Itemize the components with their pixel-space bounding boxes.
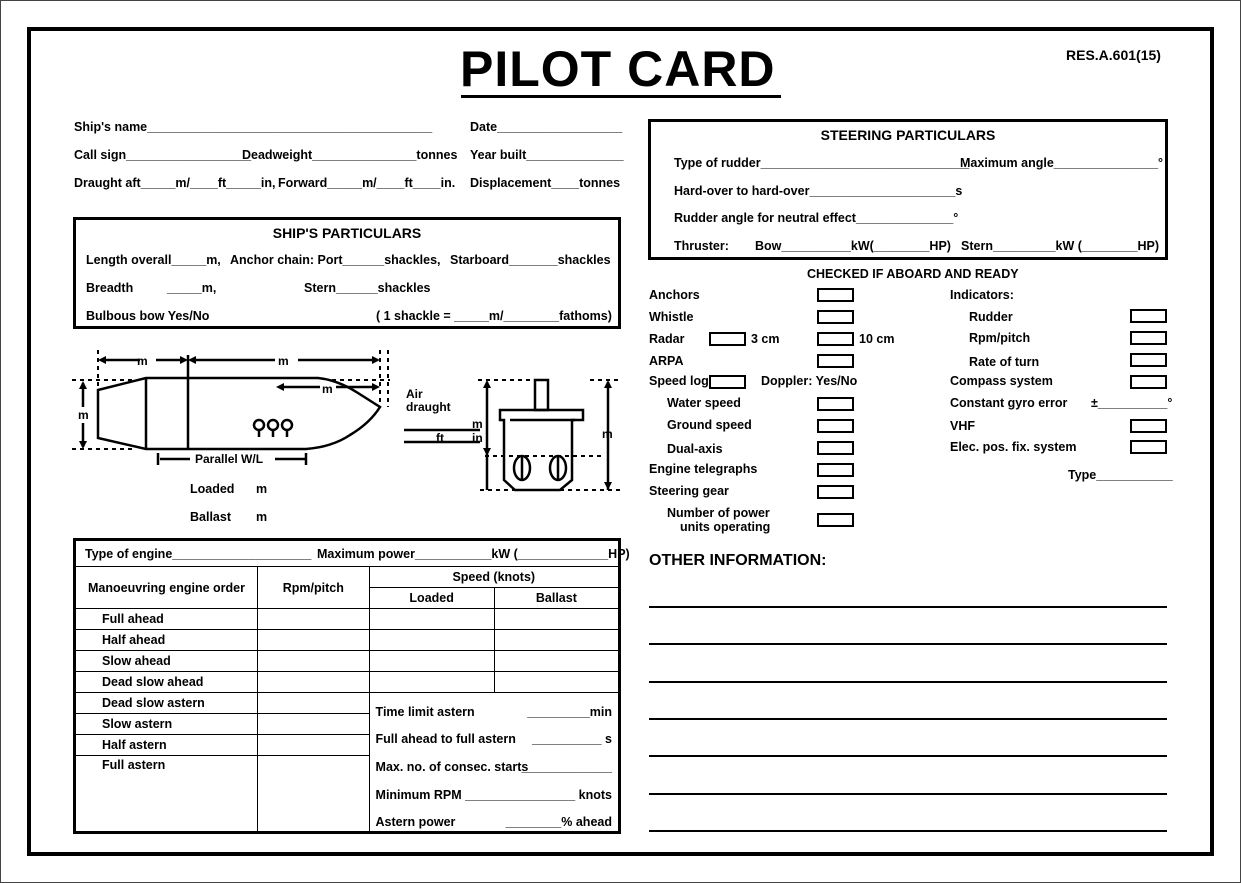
checkbox-whistle[interactable] bbox=[817, 310, 854, 324]
height-m: m bbox=[602, 427, 613, 441]
minimum-rpm-knots-field[interactable]: ________ knots bbox=[519, 788, 612, 802]
dim-m-bow: m bbox=[322, 382, 333, 396]
astern-power-field[interactable]: ________% ahead bbox=[505, 815, 612, 829]
other-info-line[interactable] bbox=[649, 606, 1167, 608]
table-row bbox=[75, 672, 620, 693]
gyro-error-label: Constant gyro error bbox=[950, 396, 1068, 410]
loaded-m-label: m bbox=[256, 482, 268, 496]
order-full-ahead: Full ahead bbox=[75, 609, 258, 630]
breadth-field[interactable]: _____m, bbox=[167, 281, 217, 295]
title-underline bbox=[461, 95, 781, 98]
col-header-loaded: Loaded bbox=[369, 588, 494, 609]
indicators-label: Indicators: bbox=[950, 288, 1014, 302]
shackle-conversion-field[interactable]: ( 1 shackle = _____m/________fathoms) bbox=[376, 309, 612, 323]
checkbox-arpa[interactable] bbox=[817, 354, 854, 368]
anchor-stern-field[interactable]: Stern______shackles bbox=[304, 281, 431, 295]
ship-stern-diagram bbox=[400, 372, 630, 497]
neutral-angle-field[interactable]: Rudder angle for neutral effect______________° bbox=[674, 211, 959, 225]
steering-heading: STEERING PARTICULARS bbox=[820, 127, 996, 143]
anchor-starboard-field[interactable]: Starboard_______shackles bbox=[450, 253, 611, 267]
stern-thruster-field[interactable]: Stern_________kW (________HP) bbox=[961, 239, 1160, 253]
bow-thruster-field[interactable]: Bow__________kW(________HP) bbox=[755, 239, 951, 253]
col-header-ballast: Ballast bbox=[494, 588, 619, 609]
elec-pos-fix-label: Elec. pos. fix. system bbox=[950, 440, 1077, 454]
checkbox-indicator-rpm[interactable] bbox=[1130, 331, 1167, 345]
max-starts-label: Max. no. of consec. starts bbox=[375, 760, 529, 774]
indicator-rate-of-turn-label: Rate of turn bbox=[969, 355, 1040, 369]
date-field[interactable]: Date__________________ bbox=[470, 120, 623, 134]
breadth-label: Breadth bbox=[86, 281, 134, 295]
call-sign-field[interactable]: Call sign__________________ bbox=[74, 148, 252, 162]
other-info-line[interactable] bbox=[649, 755, 1167, 757]
dim-m-aft: m bbox=[137, 354, 148, 368]
elec-pos-type-field[interactable]: Type___________ bbox=[1068, 468, 1173, 482]
hard-over-field[interactable]: Hard-over to hard-over_____________________s bbox=[674, 184, 963, 198]
draught-forward-field[interactable]: Forward_____m/____ft____in. bbox=[278, 176, 456, 190]
checkbox-engine-telegraphs[interactable] bbox=[817, 463, 854, 477]
engine-table bbox=[73, 538, 630, 834]
compass-system-label: Compass system bbox=[950, 374, 1053, 388]
check-ground-speed-label: Ground speed bbox=[667, 418, 752, 432]
checkbox-anchors[interactable] bbox=[817, 288, 854, 302]
time-limit-astern-field[interactable]: _________min bbox=[527, 705, 612, 719]
maximum-power-field[interactable]: Maximum power___________kW (_____________HP) bbox=[317, 547, 630, 561]
astern-info-cell bbox=[369, 693, 619, 833]
ballast-label: Ballast bbox=[190, 510, 231, 524]
check-dual-axis-label: Dual-axis bbox=[667, 442, 723, 456]
col-header-rpm: Rpm/pitch bbox=[258, 567, 370, 609]
air-draught-m: m bbox=[472, 417, 483, 431]
displacement-field[interactable]: Displacement____tonnes bbox=[470, 176, 621, 190]
order-slow-ahead: Slow ahead bbox=[75, 651, 258, 672]
checkbox-vhf[interactable] bbox=[1130, 419, 1167, 433]
table-row bbox=[75, 630, 620, 651]
full-ahead-astern-label: Full ahead to full astern bbox=[375, 732, 516, 746]
doppler-field[interactable]: Doppler: Yes/No bbox=[761, 374, 858, 388]
other-info-line[interactable] bbox=[649, 718, 1167, 720]
draught-aft-field[interactable]: Draught aft_____m/____ft_____in, bbox=[74, 176, 276, 190]
order-full-astern: Full astern bbox=[75, 756, 258, 833]
check-radar-label: Radar bbox=[649, 332, 685, 346]
page-title: PILOT CARD bbox=[460, 41, 776, 97]
anchor-chain-port-field[interactable]: Anchor chain: Port______shackles, bbox=[230, 253, 441, 267]
checkbox-indicator-rate-of-turn[interactable] bbox=[1130, 353, 1167, 367]
check-steering-gear-label: Steering gear bbox=[649, 484, 729, 498]
other-information-heading: OTHER INFORMATION: bbox=[649, 552, 827, 569]
air-draught-in: in bbox=[472, 431, 483, 445]
air-draught-ft: ft bbox=[436, 431, 444, 445]
full-ahead-astern-field[interactable]: __________ s bbox=[532, 732, 612, 746]
order-slow-astern: Slow astern bbox=[75, 714, 258, 735]
ship-plan-diagram bbox=[70, 345, 400, 485]
resolution-ref: RES.A.601(15) bbox=[1066, 47, 1161, 63]
check-speed-log-label: Speed log bbox=[649, 374, 709, 388]
ships-particulars-heading: SHIP'S PARTICULARS bbox=[272, 225, 422, 241]
checkbox-steering-gear[interactable] bbox=[817, 485, 854, 499]
table-row bbox=[75, 651, 620, 672]
ballast-m-label: m bbox=[256, 510, 268, 524]
checkbox-elec-pos-fix[interactable] bbox=[1130, 440, 1167, 454]
draught-label: draught bbox=[406, 400, 451, 414]
checkbox-indicator-rudder[interactable] bbox=[1130, 309, 1167, 323]
checkbox-dual-axis[interactable] bbox=[817, 441, 854, 455]
maximum-angle-field[interactable]: Maximum angle_______________° bbox=[960, 156, 1164, 170]
check-power-units-label-1: Number of power bbox=[667, 506, 770, 520]
check-arpa-label: ARPA bbox=[649, 354, 684, 368]
type-of-rudder-field[interactable]: Type of rudder______________________________ bbox=[674, 156, 970, 170]
check-power-units-label-2: units operating bbox=[680, 520, 771, 534]
bulbous-bow-field[interactable]: Bulbous bow Yes/No bbox=[86, 309, 210, 323]
checkbox-water-speed[interactable] bbox=[817, 397, 854, 411]
checkbox-power-units[interactable] bbox=[817, 513, 854, 527]
other-info-line[interactable] bbox=[649, 643, 1167, 645]
radar-3cm-label: 3 cm bbox=[751, 332, 780, 346]
type-of-engine-field[interactable]: Type of engine____________________ bbox=[85, 547, 312, 561]
indicator-rudder-label: Rudder bbox=[969, 310, 1013, 324]
deadweight-field[interactable]: Deadweight_______________tonnes bbox=[242, 148, 458, 162]
check-engine-telegraphs-label: Engine telegraphs bbox=[649, 462, 758, 476]
loaded-label: Loaded bbox=[190, 482, 235, 496]
checkbox-speed-log[interactable] bbox=[709, 375, 746, 389]
checkbox-radar-3cm[interactable] bbox=[709, 332, 746, 346]
checked-heading: CHECKED IF ABOARD AND READY bbox=[807, 267, 1019, 281]
other-info-line[interactable] bbox=[649, 830, 1167, 832]
check-water-speed-label: Water speed bbox=[667, 396, 741, 410]
order-half-ahead: Half ahead bbox=[75, 630, 258, 651]
table-row bbox=[75, 609, 620, 630]
checkbox-ground-speed[interactable] bbox=[817, 419, 854, 433]
other-info-line[interactable] bbox=[649, 681, 1167, 683]
checkbox-compass-system[interactable] bbox=[1130, 375, 1167, 389]
minimum-rpm-field[interactable]: Minimum RPM _________ bbox=[375, 788, 528, 802]
thruster-label: Thruster: bbox=[674, 239, 729, 253]
dim-m-breadth: m bbox=[78, 408, 89, 422]
length-overall-field[interactable]: Length overall_____m, bbox=[86, 253, 221, 267]
col-header-speed: Speed (knots) bbox=[369, 567, 619, 588]
vhf-label: VHF bbox=[950, 419, 975, 433]
check-anchors-label: Anchors bbox=[649, 288, 700, 302]
other-info-line[interactable] bbox=[649, 793, 1167, 795]
indicator-rpm-label: Rpm/pitch bbox=[969, 331, 1031, 345]
order-dead-slow-astern: Dead slow astern bbox=[75, 693, 258, 714]
check-whistle-label: Whistle bbox=[649, 310, 694, 324]
gyro-error-field[interactable]: ±__________° bbox=[1091, 396, 1173, 410]
year-built-field[interactable]: Year built______________ bbox=[470, 148, 624, 162]
order-half-astern: Half astern bbox=[75, 735, 258, 756]
time-limit-astern-label: Time limit astern bbox=[375, 705, 475, 719]
table-row bbox=[75, 693, 620, 714]
radar-10cm-label: 10 cm bbox=[859, 332, 895, 346]
air-label: Air bbox=[406, 387, 423, 401]
astern-power-label: Astern power bbox=[375, 815, 456, 829]
ship-name-field[interactable]: Ship's name_________________________________________ bbox=[74, 120, 433, 134]
checkbox-radar-10cm[interactable] bbox=[817, 332, 854, 346]
parallel-wl-label: Parallel W/L bbox=[195, 452, 264, 466]
dim-m-fwd: m bbox=[278, 354, 289, 368]
order-dead-slow-ahead: Dead slow ahead bbox=[75, 672, 258, 693]
col-header-engine-order: Manoeuvring engine order bbox=[75, 567, 258, 609]
max-starts-field[interactable]: _____________ bbox=[521, 760, 612, 774]
